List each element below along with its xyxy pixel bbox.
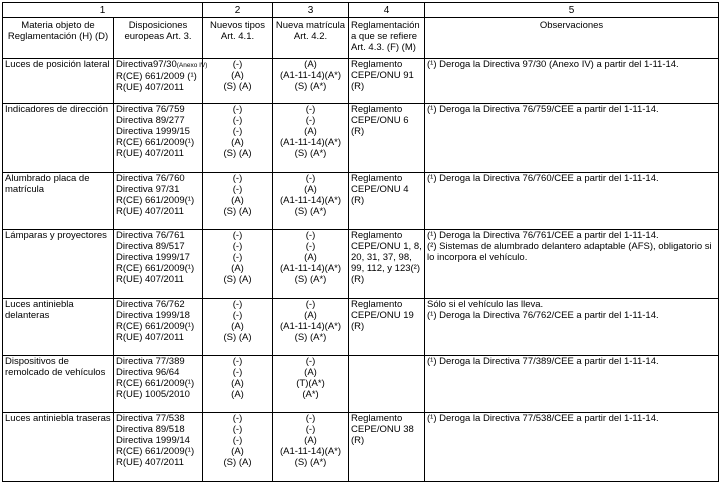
observacion-line: (²) Sistemas de alumbrado delantero adaptable (AFS), obligatorio si bbox=[427, 240, 712, 252]
reglamentacion-line: Reglamento bbox=[351, 172, 403, 184]
nuevos-tipos-line: (A) bbox=[231, 388, 244, 400]
nueva-matricula-line: (-) bbox=[305, 423, 316, 435]
reglamentacion-line: (R) bbox=[351, 125, 365, 137]
nueva-matricula-line: (A1-11-14)(A*) bbox=[279, 194, 342, 206]
nueva-matricula-line: (-) bbox=[305, 240, 316, 252]
reglamentacion-cell bbox=[349, 229, 425, 298]
nueva-matricula-cell bbox=[273, 172, 349, 229]
reglamentacion-cell bbox=[349, 412, 425, 481]
reglamentacion-line: (R) bbox=[351, 81, 365, 92]
disposiciones-cell bbox=[114, 172, 203, 229]
nueva-matricula-line: (-) bbox=[305, 298, 316, 310]
nuevos-tipos-cell bbox=[203, 172, 273, 229]
nuevos-tipos-line: (A) bbox=[231, 194, 244, 206]
nuevos-tipos-line: (-) bbox=[232, 59, 243, 70]
reglamentacion-line: Reglamento bbox=[351, 229, 403, 241]
nueva-matricula-line: (-) bbox=[305, 229, 316, 241]
nuevos-tipos-line: (-) bbox=[232, 355, 243, 367]
nueva-matricula-line: (A) bbox=[304, 434, 317, 446]
reglamentacion-line: (R) bbox=[351, 320, 365, 332]
disposicion-line: Directiva 76/759 bbox=[116, 103, 185, 115]
reglamentacion-line: Reglamento bbox=[351, 103, 403, 115]
nuevos-tipos-line: (-) bbox=[232, 423, 243, 435]
nueva-matricula-line: (S) (A*) bbox=[294, 205, 327, 217]
nuevos-tipos-line: (A) bbox=[231, 320, 244, 332]
disposiciones-cell bbox=[114, 298, 203, 355]
reglamentacion-line: Reglamento bbox=[351, 412, 403, 424]
disposicion-line: R(CE) 661/2009(¹) bbox=[116, 194, 195, 206]
nueva-matricula-line: (A1-11-14)(A*) bbox=[279, 136, 342, 148]
reglamentacion-line: CEPE/ONU 4 bbox=[351, 183, 409, 195]
disposiciones-cell bbox=[114, 229, 203, 298]
disposicion-line: Directiva 97/31 bbox=[116, 183, 180, 195]
nuevos-tipos-line: (-) bbox=[232, 434, 243, 446]
nuevos-tipos-line: (-) bbox=[232, 183, 243, 195]
disposicion-line: Directiva 1999/15 bbox=[116, 125, 190, 137]
materia-cell: Alumbrado placa de matrícula bbox=[3, 172, 114, 229]
table-row bbox=[3, 172, 719, 229]
nueva-matricula-line: (A) bbox=[304, 59, 317, 70]
column-number-5: 5 bbox=[425, 3, 719, 18]
nueva-matricula-cell bbox=[273, 229, 349, 298]
nuevos-tipos-cell bbox=[203, 229, 273, 298]
observaciones-cell bbox=[425, 172, 719, 229]
reglamentacion-line: CEPE/ONU 19 bbox=[351, 309, 414, 321]
reglamentacion-line: CEPE/ONU 91 bbox=[351, 70, 414, 81]
materia-cell: Luces de posición lateral bbox=[3, 59, 114, 104]
nuevos-tipos-line: (A) bbox=[231, 136, 244, 148]
nuevos-tipos-line: (-) bbox=[232, 240, 243, 252]
disposicion-line: R(UE) 1005/2010 bbox=[116, 388, 190, 400]
nuevos-tipos-line: (-) bbox=[232, 298, 243, 310]
nueva-matricula-line: (A1-11-14)(A*) bbox=[279, 445, 342, 457]
header-disposiciones: Disposiciones europeas Art. 3. bbox=[114, 18, 203, 59]
nuevos-tipos-line: (S) (A) bbox=[223, 456, 252, 468]
nuevos-tipos-line: (-) bbox=[232, 103, 243, 115]
observacion-line: Sólo si el vehículo las lleva. bbox=[427, 298, 544, 310]
nuevos-tipos-line: (-) bbox=[232, 229, 243, 241]
table-row bbox=[3, 103, 719, 172]
disposiciones-cell bbox=[114, 355, 203, 412]
nueva-matricula-line: (S) (A*) bbox=[294, 273, 327, 285]
disposicion-line: Directiva 89/518 bbox=[116, 423, 185, 435]
nueva-matricula-line: (A1-11-14)(A*) bbox=[279, 70, 342, 81]
reglamentacion-cell bbox=[349, 355, 425, 412]
disposiciones-cell bbox=[114, 103, 203, 172]
nueva-matricula-line: (S) (A*) bbox=[294, 81, 327, 92]
nueva-matricula-line: (A) bbox=[304, 183, 317, 195]
nueva-matricula-line: (A1-11-14)(A*) bbox=[279, 262, 342, 274]
nueva-matricula-line: (A) bbox=[304, 366, 317, 378]
reglamentacion-line: (R) bbox=[351, 434, 365, 446]
observaciones-cell bbox=[425, 103, 719, 172]
observacion-line: lo incorpora el vehículo. bbox=[427, 251, 528, 263]
nueva-matricula-line: (-) bbox=[305, 412, 316, 424]
disposicion-line: R(CE) 661/2009(¹) bbox=[116, 320, 195, 332]
nuevos-tipos-line: (S) (A) bbox=[223, 81, 252, 92]
nuevos-tipos-cell bbox=[203, 412, 273, 481]
header-materia: Materia objeto de Reglamentación (H) (D) bbox=[3, 18, 114, 59]
observacion-line: (¹) Deroga la Directiva 76/759/CEE a partir del 1-11-14. bbox=[427, 103, 659, 115]
column-number-2: 2 bbox=[203, 3, 273, 18]
reglamentacion-cell bbox=[349, 59, 425, 104]
disposicion-line: Directiva 89/517 bbox=[116, 240, 185, 252]
nueva-matricula-cell bbox=[273, 355, 349, 412]
table-body bbox=[3, 59, 719, 482]
header-reglamentacion: Reglamentación a que se refiere Art. 4.3. (F) (M) bbox=[349, 18, 425, 59]
nuevos-tipos-cell bbox=[203, 103, 273, 172]
reglamentacion-line: (R) bbox=[351, 273, 365, 285]
nueva-matricula-line: (-) bbox=[305, 172, 316, 184]
nuevos-tipos-cell bbox=[203, 59, 273, 104]
disposicion-line: R(CE) 661/2009(¹) bbox=[116, 136, 195, 148]
materia-cell: Dispositivos de remolcado de vehículos bbox=[3, 355, 114, 412]
reglamentacion-line: 99, 112, y 123(²) bbox=[351, 262, 421, 274]
disposicion-line: Directiva 76/762 bbox=[116, 298, 185, 310]
observacion-line: (¹) Deroga la Directiva 77/538/CEE a partir del 1-11-14. bbox=[427, 412, 659, 424]
nueva-matricula-line: (A1-11-14)(A*) bbox=[279, 320, 342, 332]
nuevos-tipos-line: (-) bbox=[232, 309, 243, 321]
table-row bbox=[3, 59, 719, 104]
disposicion-line: Directiva 76/760 bbox=[116, 172, 185, 184]
reglamentacion-cell bbox=[349, 103, 425, 172]
disposicion-line: Directiva97/30(Anexo IV) bbox=[116, 59, 208, 70]
column-number-1: 1 bbox=[3, 3, 203, 18]
nuevos-tipos-line: (S) (A) bbox=[223, 331, 252, 343]
observaciones-cell bbox=[425, 298, 719, 355]
reglamentacion-line: CEPE/ONU 6 bbox=[351, 114, 409, 126]
nuevos-tipos-line: (-) bbox=[232, 125, 243, 137]
column-number-row bbox=[3, 3, 719, 18]
column-number-3: 3 bbox=[273, 3, 349, 18]
nuevos-tipos-line: (-) bbox=[232, 172, 243, 184]
disposicion-line: R(CE) 661/2009(¹) bbox=[116, 377, 195, 389]
nuevos-tipos-cell bbox=[203, 355, 273, 412]
materia-cell: Luces antiniebla delanteras bbox=[3, 298, 114, 355]
nuevos-tipos-line: (-) bbox=[232, 366, 243, 378]
nueva-matricula-line: (S) (A*) bbox=[294, 456, 327, 468]
nuevos-tipos-line: (A) bbox=[231, 262, 244, 274]
disposicion-line: Directiva 1999/17 bbox=[116, 251, 190, 263]
nuevos-tipos-line: (A) bbox=[231, 377, 244, 389]
nuevos-tipos-line: (S) (A) bbox=[223, 273, 252, 285]
materia-cell: Indicadores de dirección bbox=[3, 103, 114, 172]
observacion-line: (¹) Deroga la Directiva 76/760/CEE a partir del 1-11-14. bbox=[427, 172, 659, 184]
disposicion-line: Directiva 77/389 bbox=[116, 355, 185, 367]
header-row bbox=[3, 18, 719, 59]
disposicion-line: Directiva 89/277 bbox=[116, 114, 185, 126]
materia-cell: Luces antiniebla traseras bbox=[3, 412, 114, 481]
nueva-matricula-line: (A) bbox=[304, 125, 317, 137]
nuevos-tipos-line: (A) bbox=[231, 70, 244, 81]
observacion-line: (¹) Deroga la Directiva 77/389/CEE a partir del 1-11-14. bbox=[427, 355, 659, 367]
observacion-line: (¹) Deroga la Directiva 97/30 (Anexo IV) a partir del 1-11-14. bbox=[427, 59, 679, 70]
disposicion-line: R(UE) 407/2011 bbox=[116, 82, 184, 93]
nuevos-tipos-cell bbox=[203, 298, 273, 355]
disposicion-line: R(UE) 407/2011 bbox=[116, 273, 184, 285]
header-nuevos-tipos: Nuevos tipos Art. 4.1. bbox=[203, 18, 273, 59]
observaciones-cell bbox=[425, 229, 719, 298]
regulation-table bbox=[2, 2, 719, 482]
nuevos-tipos-line: (A) bbox=[231, 445, 244, 457]
disposicion-line: R(CE) 661/2009(¹) bbox=[116, 445, 195, 457]
disposicion-line: R(CE) 661/2009 (¹) bbox=[116, 71, 197, 82]
nuevos-tipos-line: (S) (A) bbox=[223, 147, 252, 159]
disposicion-line: Directiva 1999/18 bbox=[116, 309, 190, 321]
disposicion-line: R(UE) 407/2011 bbox=[116, 331, 184, 343]
nueva-matricula-line: (A) bbox=[304, 251, 317, 263]
table-row bbox=[3, 298, 719, 355]
header-nueva-matricula: Nueva matrícula Art. 4.2. bbox=[273, 18, 349, 59]
reglamentacion-line: Reglamento bbox=[351, 298, 403, 310]
nuevos-tipos-line: (-) bbox=[232, 114, 243, 126]
reglamentacion-line: 20, 31, 37, 98, bbox=[351, 251, 412, 263]
reglamentacion-cell bbox=[349, 298, 425, 355]
nueva-matricula-line: (T)(A*) bbox=[296, 377, 325, 389]
nuevos-tipos-line: (-) bbox=[232, 412, 243, 424]
observaciones-cell bbox=[425, 355, 719, 412]
materia-cell: Lámparas y proyectores bbox=[3, 229, 114, 298]
disposicion-line: Directiva 77/538 bbox=[116, 412, 185, 424]
reglamentacion-line: CEPE/ONU 1, 8, bbox=[351, 240, 422, 252]
reglamentacion-line: CEPE/ONU 38 bbox=[351, 423, 414, 435]
reglamentacion-line: (R) bbox=[351, 194, 365, 206]
disposicion-line: Directiva 76/761 bbox=[116, 229, 185, 241]
nueva-matricula-cell bbox=[273, 59, 349, 104]
disposicion-line: Directiva 1999/14 bbox=[116, 434, 190, 446]
observacion-line: (¹) Deroga la Directiva 76/762/CEE a partir del 1-11-14. bbox=[427, 309, 659, 321]
table-row bbox=[3, 229, 719, 298]
column-number-4: 4 bbox=[349, 3, 425, 18]
disposicion-line: R(UE) 407/2011 bbox=[116, 147, 184, 159]
reglamentacion-line: Reglamento bbox=[351, 59, 403, 70]
table-row bbox=[3, 412, 719, 481]
nueva-matricula-line: (-) bbox=[305, 114, 316, 126]
disposicion-line: R(UE) 407/2011 bbox=[116, 205, 184, 217]
observacion-line: (¹) Deroga la Directiva 76/761/CEE a partir del 1-11-14. bbox=[427, 229, 659, 241]
disposiciones-cell bbox=[114, 59, 208, 104]
observaciones-cell bbox=[425, 59, 719, 104]
nueva-matricula-line: (-) bbox=[305, 103, 316, 115]
nueva-matricula-line: (S) (A*) bbox=[294, 331, 327, 343]
disposicion-line: Directiva 96/64 bbox=[116, 366, 180, 378]
nuevos-tipos-line: (S) (A) bbox=[223, 205, 252, 217]
disposiciones-cell bbox=[114, 412, 203, 481]
nueva-matricula-cell bbox=[273, 412, 349, 481]
header-observaciones: Observaciones bbox=[425, 18, 719, 59]
table-row bbox=[3, 355, 719, 412]
nueva-matricula-cell bbox=[273, 103, 349, 172]
disposicion-line: R(CE) 661/2009(¹) bbox=[116, 262, 195, 274]
reglamentacion-cell bbox=[349, 172, 425, 229]
nueva-matricula-line: (A*) bbox=[302, 388, 319, 400]
nueva-matricula-line: (A) bbox=[304, 309, 317, 321]
disposicion-note: (Anexo IV) bbox=[176, 62, 208, 69]
observaciones-cell bbox=[425, 412, 719, 481]
nueva-matricula-line: (S) (A*) bbox=[294, 147, 327, 159]
nuevos-tipos-line: (-) bbox=[232, 251, 243, 263]
disposicion-line: R(UE) 407/2011 bbox=[116, 456, 184, 468]
nueva-matricula-cell bbox=[273, 298, 349, 355]
nueva-matricula-line: (-) bbox=[305, 355, 316, 367]
